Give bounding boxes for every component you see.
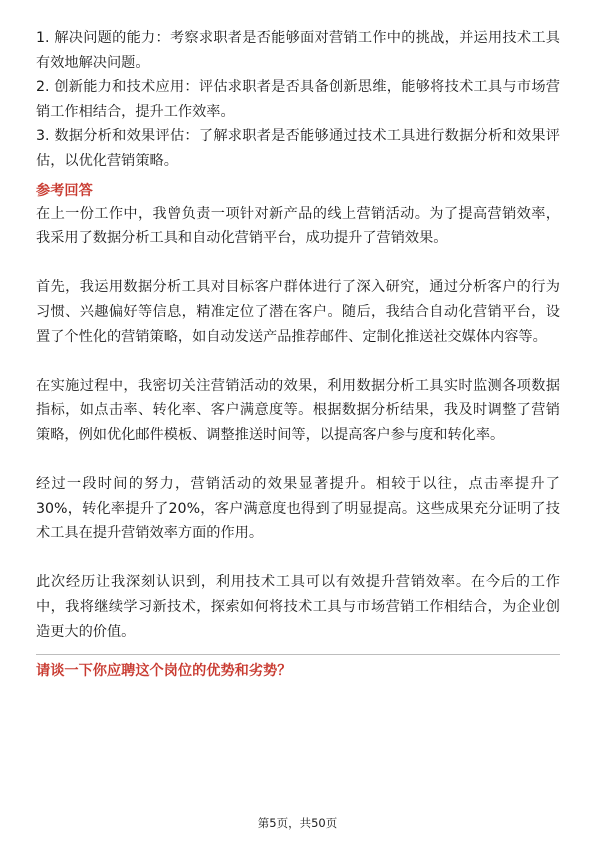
answer-paragraph-1: 在上一份工作中，我曾负责一项针对新产品的线上营销活动。为了提高营销效率，我采用了数据分析工具和自动化营销平台，成功提升了营销效果。 bbox=[36, 205, 560, 247]
criteria-item-3: 3. 数据分析和效果评估：了解求职者是否能够通过技术工具进行数据分析和效果评估，以优化营销策略。 bbox=[36, 128, 560, 169]
document-page bbox=[36, 26, 560, 683]
criteria-item-2: 2. 创新能力和技术应用：评估求职者是否具备创新思维，能够将技术工具与市场营销工作相结合，提升工作效率。 bbox=[36, 79, 560, 120]
criteria-item-1: 1. 解决问题的能力：考察求职者是否能够面对营销工作中的挑战，并运用技术工具有效地解决问题。 bbox=[36, 30, 560, 71]
answer-paragraph-5: 此次经历让我深刻认识到，利用技术工具可以有效提升营销效率。在今后的工作中，我将继续学习新技术，探索如何将技术工具与市场营销工作相结合，为企业创造更大的价值。 bbox=[36, 574, 560, 640]
answer-paragraph-2: 首先，我运用数据分析工具对目标客户群体进行了深入研究，通过分析客户的行为习惯、兴趣偏好等信息，精准定位了潜在客户。随后，我结合自动化营销平台，设置了个性化的营销策略，如自动发送产品推荐邮件、定制化推送社交媒体内容等。 bbox=[36, 279, 560, 345]
answer-body bbox=[36, 202, 560, 645]
answer-section-title: 参考回答 bbox=[36, 182, 93, 199]
answer-paragraph-3: 在实施过程中，我密切关注营销活动的效果，利用数据分析工具实时监测各项数据指标，如点击率、转化率、客户满意度等。根据数据分析结果，我及时调整了营销策略，例如优化邮件模板、调整推送时间等，以提高客户参与度和转化率。 bbox=[36, 377, 560, 443]
page-number-footer: 第5页，共50页 bbox=[257, 816, 338, 830]
evaluation-criteria-list bbox=[36, 26, 560, 174]
answer-paragraph-4: 经过一段时间的努力，营销活动的效果显著提升。相较于以往，点击率提升了30%，转化率提升了20%，客户满意度也得到了明显提高。这些成果充分证明了技术工具在提升营销效率方面的作用。 bbox=[36, 476, 560, 542]
next-question-heading: 请谈一下你应聘这个岗位的优势和劣势？ bbox=[36, 663, 292, 680]
section-divider bbox=[36, 654, 560, 655]
